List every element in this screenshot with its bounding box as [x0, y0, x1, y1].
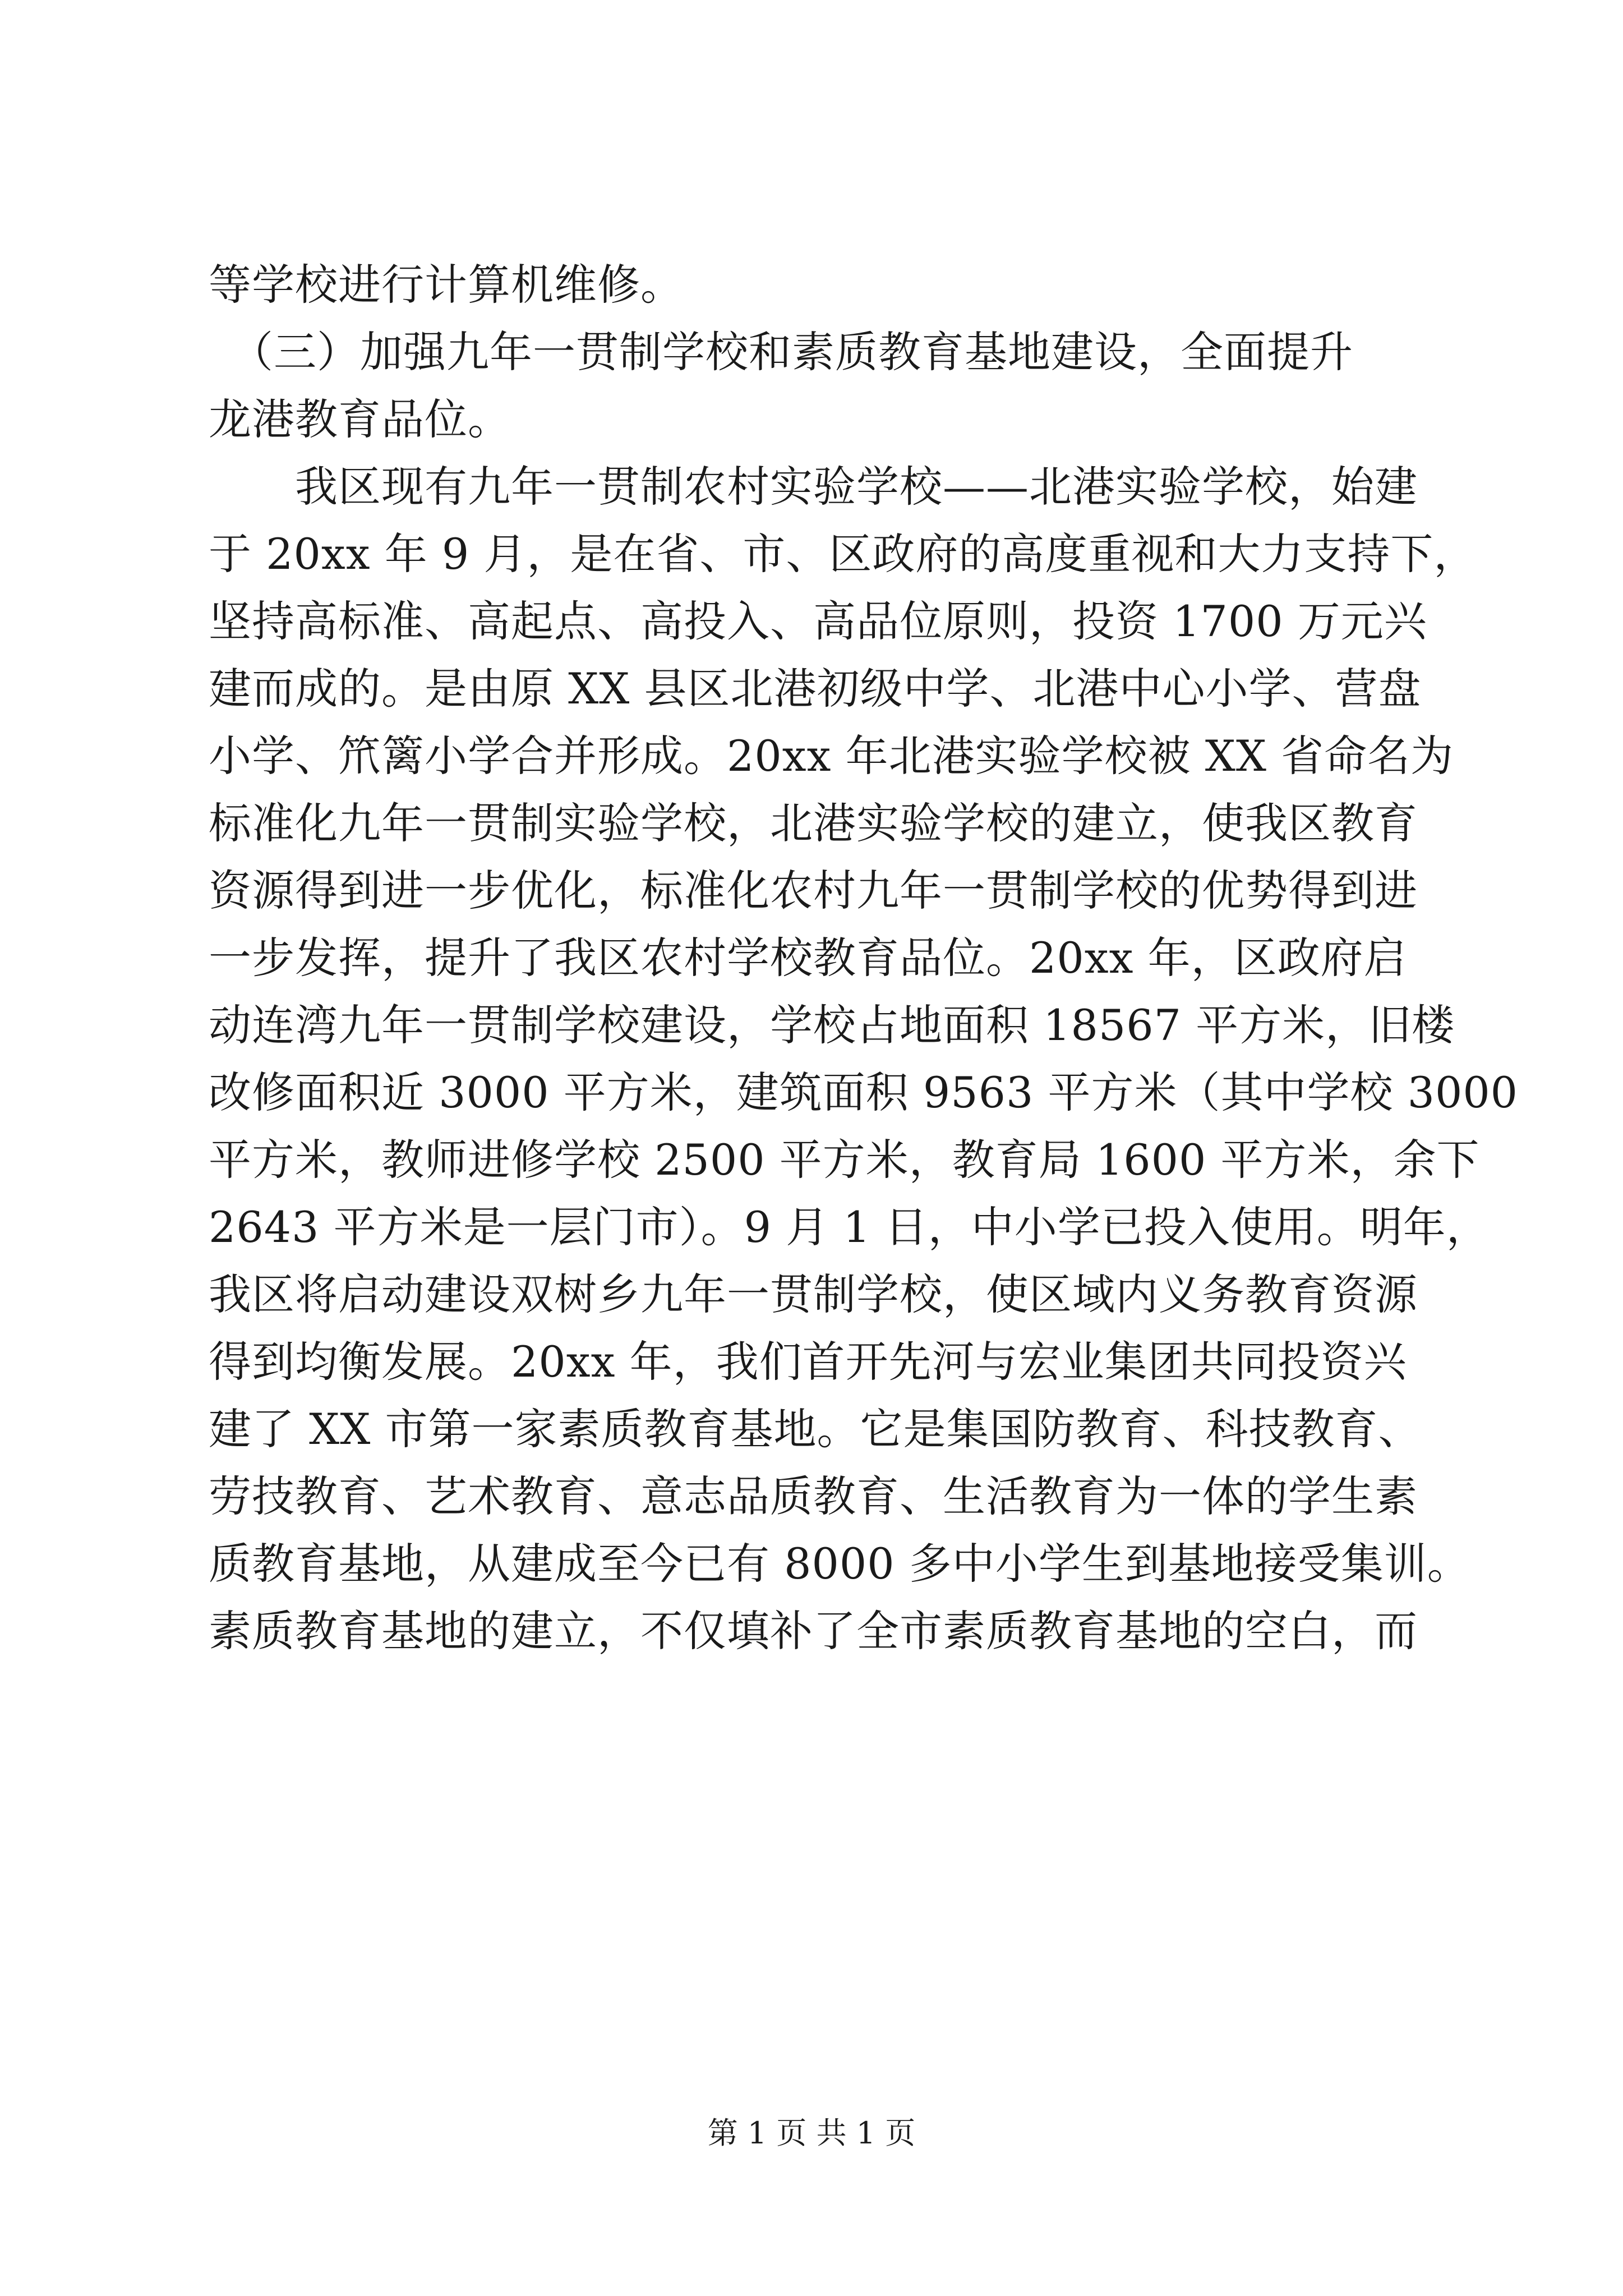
text-line: 改修面积近 3000 平方米，建筑面积 9563 平方米（其中学校 3000: [209, 1068, 1519, 1117]
section-heading-line: （三）加强九年一贯制学校和素质教育基地建设，全面提升: [209, 327, 1353, 377]
text-line: 我区将启动建设双树乡九年一贯制学校，使区域内义务教育资源: [209, 1269, 1418, 1319]
text-line: 平方米，教师进修学校 2500 平方米，教育局 1600 平方米，余下: [209, 1135, 1480, 1185]
text-line: 得到均衡发展。20xx 年，我们首开先河与宏业集团共同投资兴: [209, 1337, 1407, 1387]
text-line: 等学校进行计算机维修。: [209, 260, 684, 310]
text-line: 资源得到进一步优化，标准化农村九年一贯制学校的优势得到进: [209, 866, 1418, 915]
text-line: 动连湾九年一贯制学校建设，学校占地面积 18567 平方米，旧楼: [209, 1000, 1455, 1050]
text-line: 建了 XX 市第一家素质教育基地。它是集国防教育、科技教育、: [209, 1404, 1422, 1454]
text-line: 坚持高标准、高起点、高投入、高品位原则，投资 1700 万元兴: [209, 596, 1427, 646]
document-body: [209, 251, 1519, 1665]
text-line: 标准化九年一贯制实验学校，北港实验学校的建立，使我区教育: [209, 798, 1418, 848]
page-number-footer: 第 1 页 共 1 页: [707, 2115, 916, 2151]
text-line: 质教育基地，从建成至今已有 8000 多中小学生到基地接受集训。: [209, 1539, 1470, 1589]
text-line: 劳技教育、艺术教育、意志品质教育、生活教育为一体的学生素: [209, 1471, 1418, 1521]
text-line: 2643 平方米是一层门市）。9 月 1 日，中小学已投入使用。明年，: [209, 1202, 1490, 1252]
text-line: 素质教育基地的建立，不仅填补了全市素质教育基地的空白，而: [209, 1606, 1418, 1656]
text-line: 于 20xx 年 9 月，是在省、市、区政府的高度重视和大力支持下，: [209, 529, 1477, 579]
text-line: 我区现有九年一贯制农村实验学校——北港实验学校，始建: [209, 462, 1418, 512]
text-line: 小学、笊篱小学合并形成。20xx 年北港实验学校被 XX 省命名为: [209, 731, 1454, 781]
text-line: 建而成的。是由原 XX 县区北港初级中学、北港中心小学、营盘: [209, 664, 1422, 714]
text-line: 一步发挥，提升了我区农村学校教育品位。20xx 年，区政府启: [209, 933, 1407, 983]
section-heading-line: 龙港教育品位。: [209, 394, 511, 444]
